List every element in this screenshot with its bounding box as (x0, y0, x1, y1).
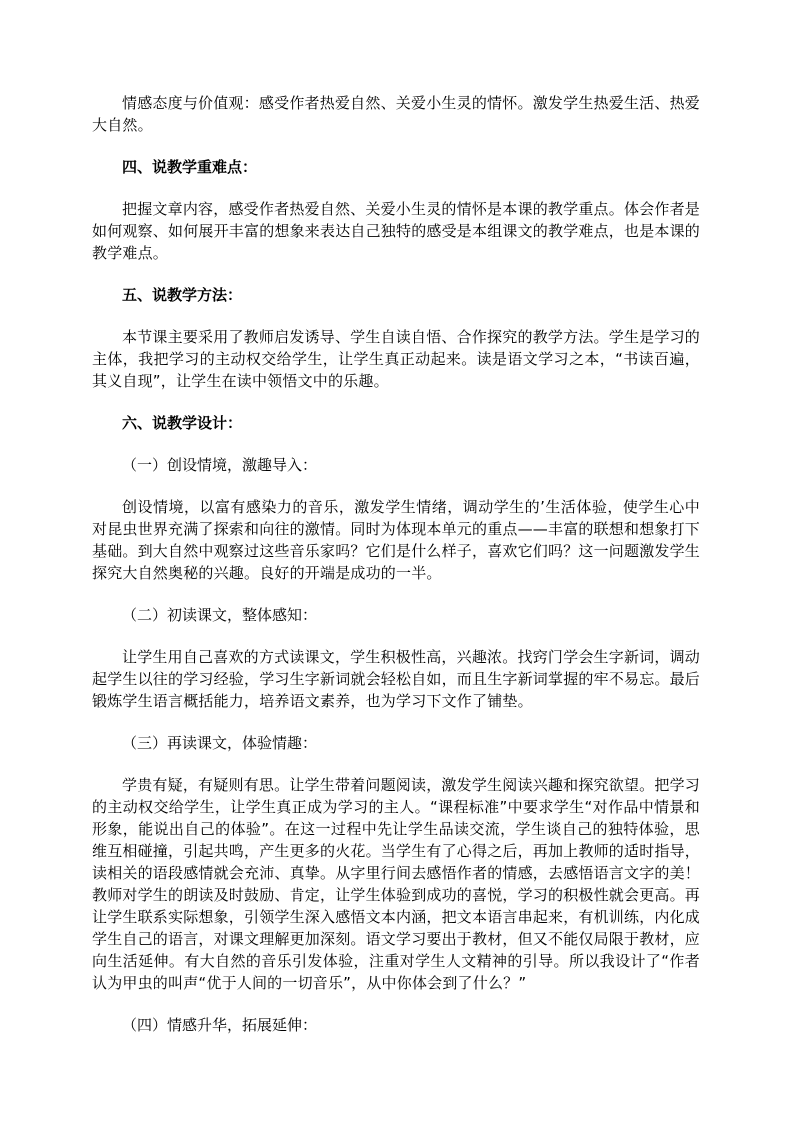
subheading-extension: （四）情感升华，拓展延伸： (122, 1016, 318, 1034)
first-reading-paragraph: 让学生用自己喜欢的方式读课文，学生积极性高，兴趣浓。找窍门学会生字新词，调动起学生以往的学习经验，学习生字新词就会轻松自如，而且生字新词掌握的牢不易忘。最后锻炼学生语言概括能力，培养语文素养，也为学习下文作了铺垫。 (92, 648, 701, 710)
difficulties-paragraph: 把握文章内容，感受作者热爱自然、关爱小生灵的情怀是本课的教学重点。体会作者是如何观察、如何展开丰富的想象来表达自己独特的感受是本组课文的教学难点，也是本课的教学难点。 (92, 200, 701, 262)
section-heading-difficulties: 四、说教学重难点： (122, 158, 258, 176)
subheading-intro: （一）创设情境，激趣导入： (122, 456, 318, 474)
intro-paragraph: 创设情境，以富有感染力的音乐，激发学生情绪，调动学生的’生活体验，使学生心中对昆虫世界充满了探索和向往的激情。同时为体现本单元的重点——丰富的联想和想象打下基础。到大自然中观察过这些音乐家吗？它们是什么样子，喜欢它们吗？这一问题激发学生探究大自然奥秘的兴趣。良好的开端是成功的一半。 (92, 498, 701, 582)
section-heading-methods: 五、说教学方法： (122, 286, 243, 304)
goal-paragraph: 情感态度与价值观：感受作者热爱自然、关爱小生灵的情怀。激发学生热爱生活、热爱大自然。 (92, 94, 700, 134)
section-heading-design: 六、说教学设计： (122, 414, 243, 432)
second-reading-paragraph: 学贵有疑，有疑则有思。让学生带着问题阅读，激发学生阅读兴趣和探究欲望。把学习的主动权交给学生，让学生真正成为学习的主人。“课程标准”中要求学生“对作品中情景和形象，能说出自己的体验”。在这一过程中先让学生品读交流，学生谈自己的独特体验，思维互相碰撞，引起共鸣，产生更多的火花。当学生有了心得之后，再加上教师的适时指导，读相关的语段感情就会充沛、真挚。从字里行间去感悟作者的情感，去感悟语言文字的美！教师对学生的朗读及时鼓励、肯定，让学生体验到成功的喜悦，学习的积极性就会更高。再让学生联系实际想象，引领学生深入感悟文本内涵，把文本语言串起来，有机训练，内化成学生自己的语言，对课文理解更加深刻。语文学习要出于教材，但又不能仅局限于教材，应向生活延伸。有大自然的音乐引发体验，注重对学生人文精神的引导。所以我设计了“作者认为甲虫的叫声“优于人间的一切音乐”，从中你体会到了什么？” (92, 776, 701, 992)
subheading-first-reading: （二）初读课文，整体感知： (122, 606, 318, 624)
methods-paragraph: 本节课主要采用了教师启发诱导、学生自读自悟、合作探究的教学方法。学生是学习的主体，我把学习的主动权交给学生，让学生真正动起来。读是语文学习之本，“书读百遍，其义自现”，让学生在读中领悟文中的乐趣。 (92, 328, 700, 390)
subheading-second-reading: （三）再读课文，体验情趣： (122, 734, 318, 752)
document-page (92, 92, 700, 1036)
